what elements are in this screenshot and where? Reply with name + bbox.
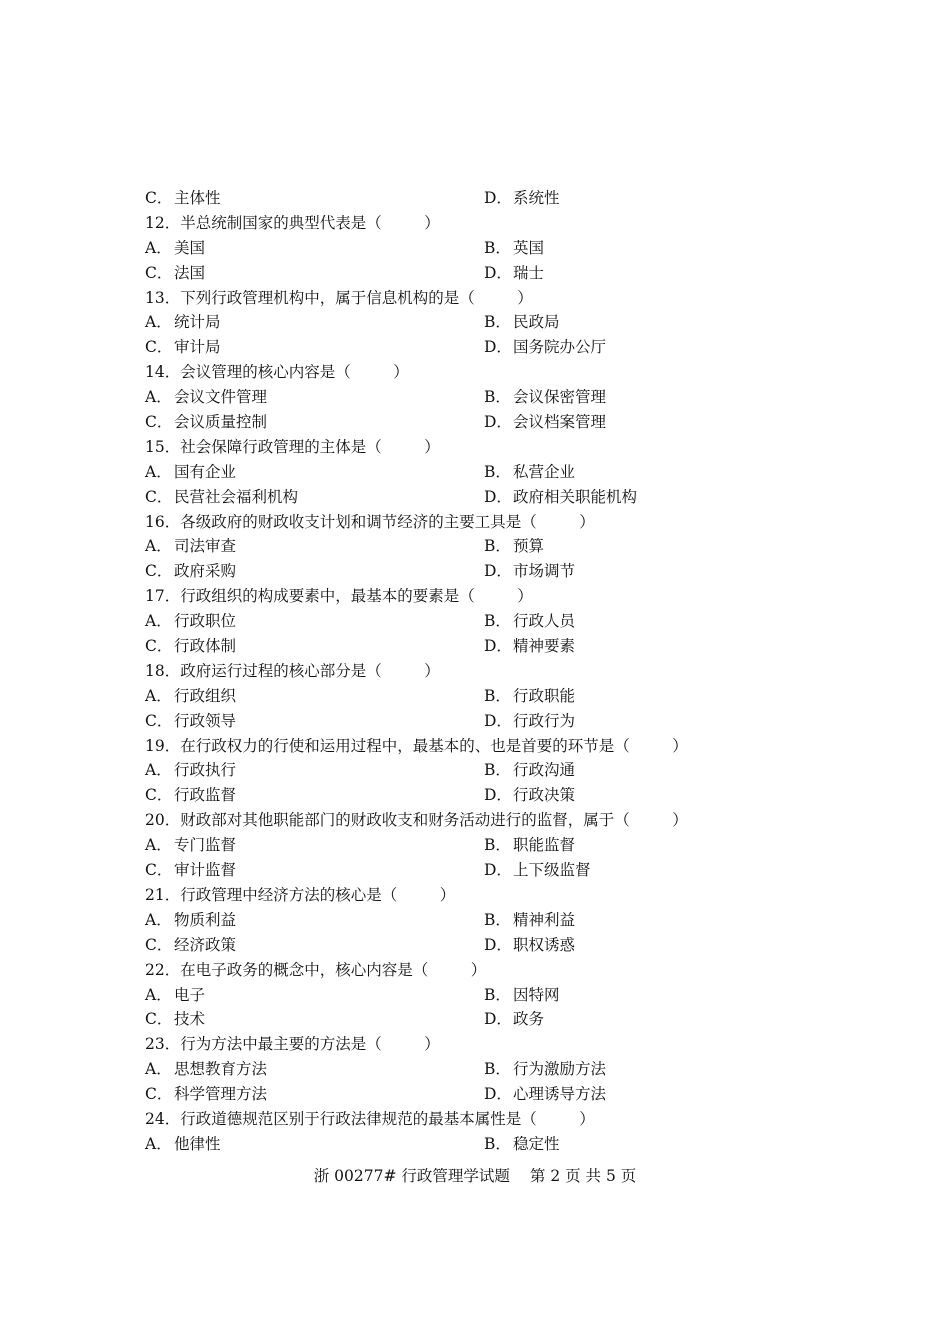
- options-row: [145, 236, 805, 261]
- question-stem: [145, 1107, 805, 1132]
- option-text: 行为激励方法: [513, 1060, 607, 1079]
- options-row: [145, 609, 805, 634]
- option-text: 经济政策: [174, 935, 237, 954]
- answer-option: [145, 983, 205, 1008]
- question-number: 17．: [145, 587, 181, 606]
- question-number: 24．: [145, 1109, 181, 1128]
- option-text: 审计局: [174, 338, 221, 357]
- question-text: 行政组织的构成要素中，最基本的要素是（: [180, 587, 475, 606]
- option-key: D．: [484, 413, 512, 432]
- question-list: [145, 186, 805, 1157]
- question-stem: [145, 883, 805, 908]
- option-text: 英国: [513, 238, 545, 257]
- answer-option: [484, 983, 560, 1008]
- answer-option: [484, 609, 575, 634]
- question-number: 16．: [145, 512, 181, 531]
- option-key: C．: [145, 935, 173, 954]
- answer-option: [145, 1057, 267, 1082]
- option-key: B．: [484, 462, 511, 481]
- option-text: 预算: [513, 537, 545, 556]
- answer-option: [145, 460, 236, 485]
- answer-blank: ）: [424, 213, 440, 232]
- options-row: [145, 385, 805, 410]
- option-text: 他律性: [174, 1134, 221, 1153]
- option-text: 行政人员: [513, 612, 576, 631]
- option-key: D．: [484, 1010, 512, 1029]
- option-text: 政府相关职能机构: [513, 487, 638, 506]
- option-key: B．: [484, 1060, 511, 1079]
- option-text: 思想教育方法: [174, 1060, 268, 1079]
- option-key: C．: [145, 189, 173, 207]
- option-text: 行政监督: [174, 786, 237, 805]
- question-number: 18．: [145, 661, 181, 680]
- option-text: 行政决策: [513, 786, 576, 805]
- question-stem: [145, 659, 805, 684]
- option-key: A．: [145, 910, 172, 929]
- question-stem: [145, 211, 805, 236]
- option-text: 审计监督: [174, 861, 237, 880]
- option-key: D．: [484, 786, 512, 805]
- option-key: D．: [484, 338, 512, 357]
- option-text: 电子: [174, 985, 206, 1004]
- question-stem: [145, 808, 805, 833]
- options-row: [145, 709, 805, 734]
- option-key: C．: [145, 487, 173, 506]
- option-text: 会议保密管理: [513, 388, 607, 407]
- answer-blank: ）: [439, 885, 456, 904]
- option-text: 心理诱导方法: [513, 1085, 607, 1104]
- question-number: 15．: [145, 437, 181, 456]
- answer-option: [145, 335, 221, 360]
- option-key: A．: [145, 1134, 172, 1153]
- answer-option: [484, 410, 606, 435]
- answer-option: [484, 1007, 544, 1032]
- option-key: A．: [145, 761, 172, 780]
- option-key: A．: [145, 985, 172, 1004]
- option-key: C．: [145, 338, 173, 357]
- option-key: D．: [484, 861, 512, 880]
- option-key: B．: [484, 313, 511, 332]
- question-text: 行政道德规范区别于行政法律规范的最基本属性是（: [180, 1109, 537, 1128]
- question-text: 在电子政务的概念中，核心内容是（: [180, 960, 429, 979]
- answer-option: [145, 385, 267, 410]
- answer-option: [145, 858, 236, 883]
- answer-option: [145, 709, 236, 734]
- answer-option: [145, 534, 236, 559]
- option-key: D．: [484, 637, 512, 656]
- option-text: 私营企业: [513, 462, 576, 481]
- answer-blank: ）: [579, 512, 595, 531]
- question-number: 12．: [145, 213, 181, 232]
- answer-option: [145, 186, 221, 211]
- question-stem: [145, 360, 805, 385]
- answer-option: [145, 310, 221, 335]
- option-key: A．: [145, 836, 172, 855]
- option-key: C．: [145, 413, 173, 432]
- question-stem: [145, 510, 805, 535]
- answer-option: [484, 1057, 606, 1082]
- option-text: 法国: [174, 263, 206, 282]
- question-text: 社会保障行政管理的主体是（: [180, 437, 382, 456]
- answer-option: [484, 908, 575, 933]
- answer-blank: ）: [517, 587, 533, 606]
- answer-blank: ）: [424, 437, 440, 456]
- answer-option: [484, 933, 575, 958]
- options-row: [145, 1057, 805, 1082]
- option-key: C．: [145, 562, 173, 581]
- answer-option: [484, 833, 575, 858]
- answer-option: [145, 634, 236, 659]
- option-text: 市场调节: [513, 562, 576, 581]
- option-key: B．: [484, 612, 511, 631]
- question-stem: [145, 734, 805, 759]
- answer-option: [145, 236, 205, 261]
- option-key: D．: [484, 935, 512, 954]
- options-row: [145, 335, 805, 360]
- question-number: 21．: [145, 885, 181, 904]
- answer-option: [145, 1132, 221, 1157]
- question-stem: [145, 584, 805, 609]
- question-text: 行为方法中最主要的方法是（: [180, 1035, 382, 1054]
- answer-option: [484, 485, 637, 510]
- question-stem: [145, 286, 805, 311]
- option-key: C．: [145, 637, 173, 656]
- answer-option: [145, 933, 236, 958]
- option-key: B．: [484, 238, 511, 257]
- option-text: 行政行为: [513, 711, 576, 730]
- option-text: 技术: [174, 1010, 206, 1029]
- option-key: D．: [484, 189, 512, 207]
- answer-option: [484, 559, 575, 584]
- answer-option: [145, 1082, 267, 1107]
- option-text: 行政组织: [174, 686, 237, 705]
- answer-option: [484, 709, 575, 734]
- answer-blank: ）: [424, 661, 440, 680]
- question-number: 20．: [145, 811, 181, 830]
- option-key: C．: [145, 711, 173, 730]
- option-key: A．: [145, 612, 172, 631]
- question-text: 会议管理的核心内容是（: [180, 363, 351, 382]
- option-key: B．: [484, 1134, 511, 1153]
- answer-option: [145, 261, 205, 286]
- answer-option: [145, 410, 267, 435]
- question-number: 22．: [145, 960, 181, 979]
- answer-option: [145, 684, 236, 709]
- answer-option: [484, 758, 575, 783]
- question-text: 行政管理中经济方法的核心是（: [180, 885, 398, 904]
- option-key: A．: [145, 462, 172, 481]
- answer-option: [145, 908, 236, 933]
- option-text: 统计局: [174, 313, 221, 332]
- option-key: D．: [484, 562, 512, 581]
- options-row: [145, 1082, 805, 1107]
- option-text: 职能监督: [513, 836, 576, 855]
- question-stem: [145, 1032, 805, 1057]
- footer-exam-title: 浙 00277# 行政管理学试题: [313, 1167, 510, 1185]
- option-key: A．: [145, 313, 172, 332]
- options-row: [145, 261, 805, 286]
- answer-option: [145, 1007, 205, 1032]
- options-row: [145, 410, 805, 435]
- option-text: 行政领导: [174, 711, 237, 730]
- option-key: C．: [145, 786, 173, 805]
- option-text: 美国: [174, 238, 206, 257]
- answer-blank: ）: [393, 363, 409, 382]
- options-row: [145, 186, 805, 211]
- options-row: [145, 684, 805, 709]
- question-number: 23．: [145, 1035, 181, 1054]
- answer-blank: ）: [672, 736, 688, 755]
- option-text: 专门监督: [174, 836, 237, 855]
- option-key: A．: [145, 238, 172, 257]
- option-key: A．: [145, 537, 172, 556]
- options-row: [145, 758, 805, 783]
- option-text: 政府采购: [174, 562, 237, 581]
- option-text: 行政体制: [174, 637, 237, 656]
- answer-option: [484, 335, 606, 360]
- answer-option: [484, 385, 606, 410]
- option-key: B．: [484, 388, 511, 407]
- option-text: 会议质量控制: [174, 413, 268, 432]
- options-row: [145, 783, 805, 808]
- answer-blank: ）: [672, 811, 688, 830]
- answer-option: [145, 758, 236, 783]
- answer-option: [484, 634, 575, 659]
- answer-blank: ）: [470, 960, 487, 979]
- option-text: 主体性: [174, 189, 221, 207]
- option-key: D．: [484, 1085, 512, 1104]
- options-row: [145, 485, 805, 510]
- options-row: [145, 833, 805, 858]
- option-key: B．: [484, 910, 511, 929]
- answer-option: [145, 559, 236, 584]
- option-key: B．: [484, 761, 511, 780]
- options-row: [145, 559, 805, 584]
- option-text: 民政局: [513, 313, 560, 332]
- option-text: 系统性: [513, 189, 560, 207]
- options-row: [145, 1132, 805, 1157]
- option-key: C．: [145, 263, 173, 282]
- option-key: C．: [145, 1085, 173, 1104]
- option-text: 民营社会福利机构: [174, 487, 299, 506]
- answer-option: [484, 236, 544, 261]
- option-text: 国有企业: [174, 462, 237, 481]
- option-text: 瑞士: [513, 263, 545, 282]
- question-stem: [145, 435, 805, 460]
- answer-blank: ）: [517, 288, 533, 307]
- question-text: 政府运行过程的核心部分是（: [180, 661, 382, 680]
- option-text: 科学管理方法: [174, 1085, 268, 1104]
- option-text: 会议档案管理: [513, 413, 607, 432]
- option-key: B．: [484, 836, 511, 855]
- question-text: 下列行政管理机构中，属于信息机构的是（: [180, 288, 475, 307]
- answer-option: [484, 460, 575, 485]
- option-text: 行政沟通: [513, 761, 576, 780]
- answer-option: [484, 684, 575, 709]
- option-key: D．: [484, 711, 512, 730]
- options-row: [145, 310, 805, 335]
- question-text: 各级政府的财政收支计划和调节经济的主要工具是（: [180, 512, 537, 531]
- option-text: 司法审查: [174, 537, 237, 556]
- question-text: 在行政权力的行使和运用过程中，最基本的、也是首要的环节是（: [180, 736, 630, 755]
- question-number: 13．: [145, 288, 181, 307]
- answer-option: [484, 1132, 560, 1157]
- question-text: 半总统制国家的典型代表是（: [180, 213, 382, 232]
- option-text: 行政职位: [174, 612, 237, 631]
- answer-option: [484, 1082, 606, 1107]
- options-row: [145, 933, 805, 958]
- page-footer: [0, 1164, 950, 1186]
- answer-blank: ）: [579, 1109, 595, 1128]
- footer-page-number: 第 2 页 共 5 页: [529, 1167, 637, 1185]
- question-stem: [145, 958, 805, 983]
- answer-option: [484, 261, 544, 286]
- option-key: B．: [484, 537, 511, 556]
- options-row: [145, 858, 805, 883]
- option-key: C．: [145, 1010, 173, 1029]
- option-text: 因特网: [513, 985, 560, 1004]
- question-number: 19．: [145, 736, 181, 755]
- option-key: C．: [145, 861, 173, 880]
- option-key: B．: [484, 686, 511, 705]
- option-text: 上下级监督: [513, 861, 591, 880]
- options-row: [145, 908, 805, 933]
- answer-option: [145, 833, 236, 858]
- option-text: 行政执行: [174, 761, 237, 780]
- option-key: D．: [484, 263, 512, 282]
- option-text: 精神要素: [513, 637, 576, 656]
- option-text: 行政职能: [513, 686, 576, 705]
- option-text: 职权诱惑: [513, 935, 576, 954]
- option-key: D．: [484, 487, 512, 506]
- answer-option: [484, 858, 591, 883]
- answer-option: [145, 485, 298, 510]
- option-text: 会议文件管理: [174, 388, 268, 407]
- answer-option: [484, 783, 575, 808]
- question-number: 14．: [145, 363, 181, 382]
- answer-option: [484, 310, 560, 335]
- question-text: 财政部对其他职能部门的财政收支和财务活动进行的监督，属于（: [180, 811, 630, 830]
- answer-option: [484, 186, 560, 211]
- answer-option: [484, 534, 544, 559]
- answer-option: [145, 783, 236, 808]
- option-text: 政务: [513, 1010, 545, 1029]
- answer-blank: ）: [424, 1035, 440, 1054]
- options-row: [145, 634, 805, 659]
- option-text: 稳定性: [513, 1134, 560, 1153]
- option-key: B．: [484, 985, 511, 1004]
- options-row: [145, 1007, 805, 1032]
- option-key: A．: [145, 1060, 172, 1079]
- option-key: A．: [145, 388, 172, 407]
- answer-option: [145, 609, 236, 634]
- option-text: 物质利益: [174, 910, 237, 929]
- options-row: [145, 983, 805, 1008]
- option-text: 国务院办公厅: [513, 338, 607, 357]
- option-key: A．: [145, 686, 172, 705]
- options-row: [145, 534, 805, 559]
- option-text: 精神利益: [513, 910, 576, 929]
- options-row: [145, 460, 805, 485]
